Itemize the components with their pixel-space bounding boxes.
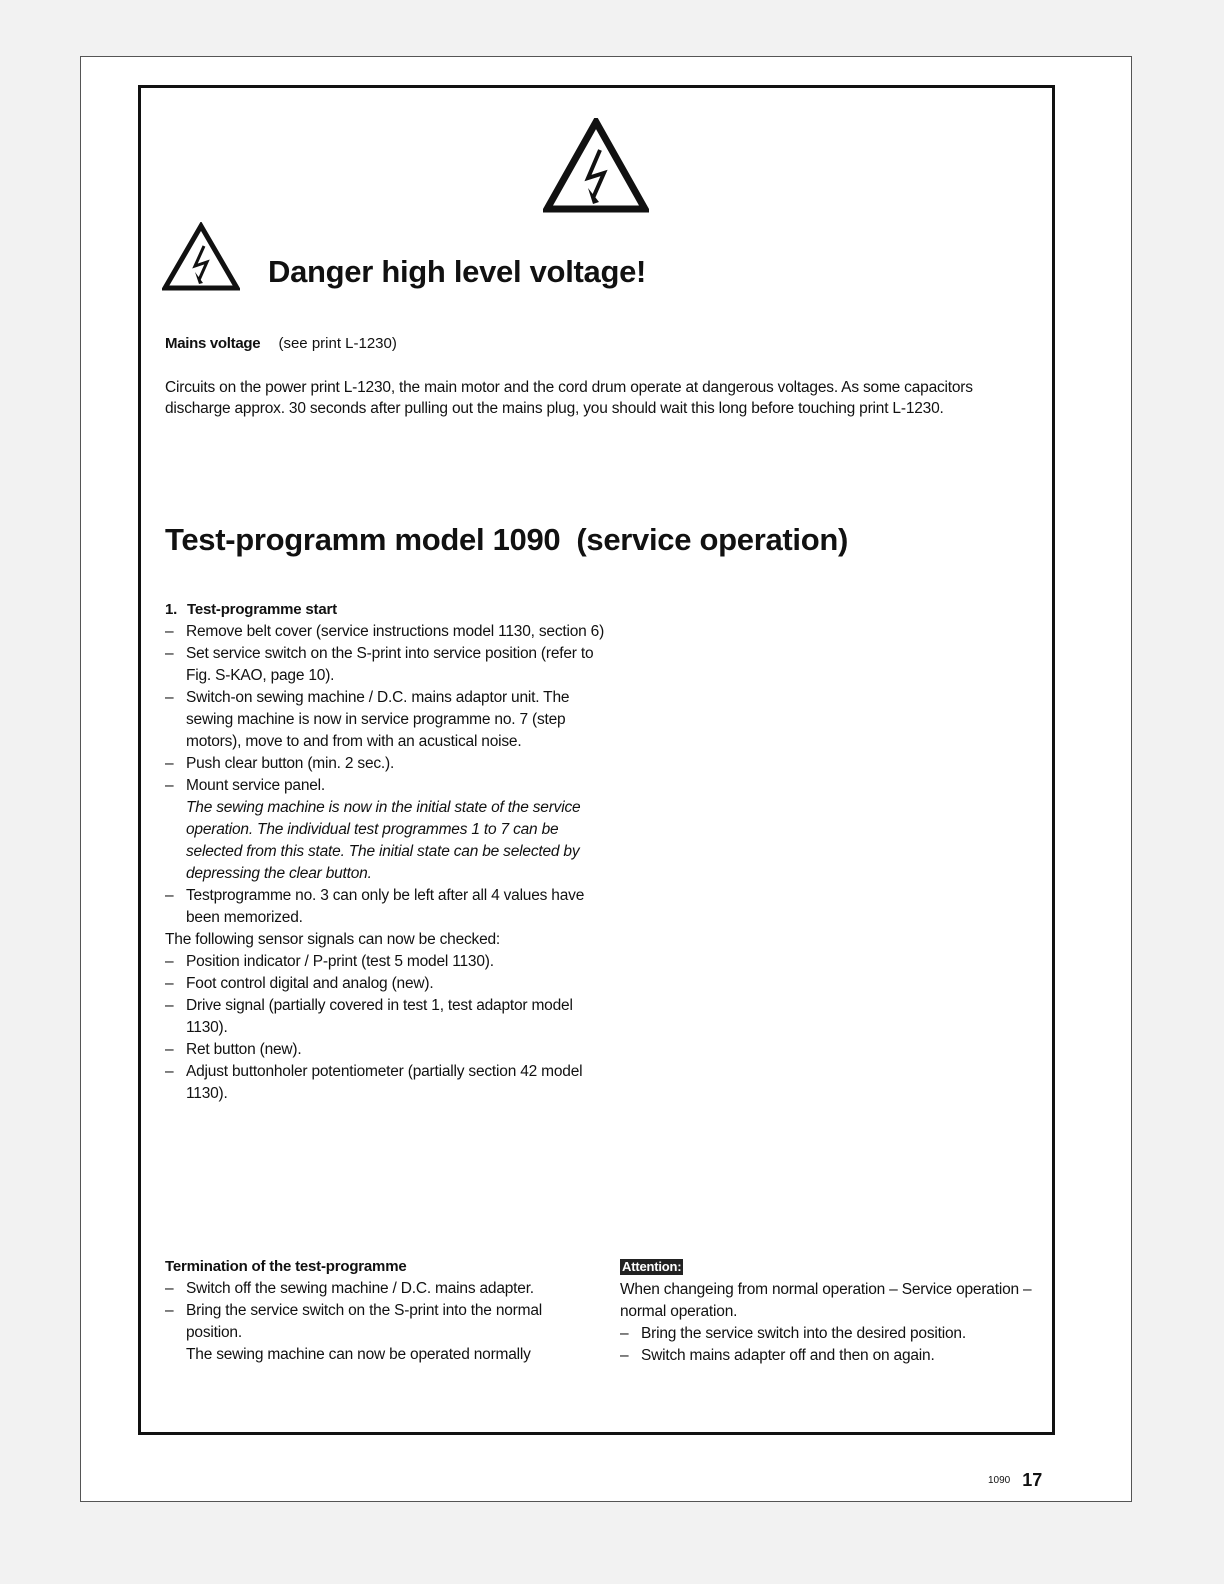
- list-item: – Foot control digital and analog (new).: [165, 973, 610, 995]
- termination-heading: Termination of the test-programme: [165, 1258, 407, 1275]
- page-number: 17: [1022, 1470, 1043, 1490]
- list-item: – Position indicator / P-print (test 5 model 1130).: [165, 951, 610, 973]
- attention-intro: When changeing from normal operation – Service operation – normal operation.: [620, 1281, 1032, 1320]
- test-programme-subtitle: (service operation): [576, 522, 849, 557]
- termination-note: The sewing machine can now be operated normally: [186, 1346, 531, 1363]
- section-number: 1.: [165, 601, 178, 618]
- section-heading: [165, 599, 610, 621]
- list-item: – Testprogramme no. 3 can only be left after all 4 values have been memorized.: [165, 885, 610, 929]
- test-programme-title: [165, 522, 848, 558]
- start-steps-list-2: [165, 885, 610, 929]
- attention-steps-list: [620, 1323, 1040, 1367]
- list-item: – Drive signal (partially covered in test 1, test adaptor model 1130).: [165, 995, 610, 1039]
- mains-voltage-reference: (see print L-1230): [278, 335, 397, 352]
- attention-label: Attention:: [622, 1259, 682, 1274]
- list-item: – Set service switch on the S-print into service position (refer to Fig. S-KAO, page 10).: [165, 643, 610, 687]
- mains-voltage-label: Mains voltage: [165, 335, 261, 352]
- high-voltage-warning-small-icon: [162, 222, 240, 292]
- initial-state-note: The sewing machine is now in the initial state of the service operation. The individual test programmes 1 to 7 can be selected from this state. The initial state can be selected by depressing the clear button.: [186, 799, 581, 882]
- termination-section: [165, 1256, 585, 1366]
- footer-model: 1090: [988, 1475, 1011, 1486]
- test-programme-title-main: Test-programm model 1090: [165, 522, 561, 557]
- list-item: – Bring the service switch into the desired position.: [620, 1323, 1040, 1345]
- mains-voltage-heading: [165, 335, 397, 352]
- section-title: Test-programme start: [187, 601, 337, 618]
- list-item: – Push clear button (min. 2 sec.).: [165, 753, 610, 775]
- sensor-signals-intro: The following sensor signals can now be checked:: [165, 931, 501, 948]
- sensor-signals-list: [165, 951, 610, 1105]
- list-item: – Bring the service switch on the S-print into the normal position.: [165, 1300, 585, 1344]
- list-item: – Adjust buttonholer potentiometer (partially section 42 model 1130).: [165, 1061, 610, 1105]
- list-item: – Remove belt cover (service instructions model 1130, section 6): [165, 621, 610, 643]
- page-footer: [988, 1470, 1042, 1491]
- list-item: – Switch-on sewing machine / D.C. mains adaptor unit. The sewing machine is now in service programme no. 7 (step motors), move to and from with an acustical noise.: [165, 687, 610, 753]
- list-item: – Mount service panel.: [165, 775, 610, 797]
- list-item: – Ret button (new).: [165, 1039, 610, 1061]
- high-voltage-warning-icon: [543, 118, 649, 214]
- mains-voltage-body: Circuits on the power print L-1230, the main motor and the cord drum operate at dangerous voltages. As some capacitors discharge approx. 30 seconds after pulling out the mains plug, you should wait this long before touching print L-1230.: [165, 379, 973, 417]
- list-item: – Switch mains adapter off and then on again.: [620, 1345, 1040, 1367]
- test-programme-start-section: [165, 599, 610, 1105]
- termination-steps-list: [165, 1278, 585, 1344]
- attention-section: [620, 1256, 1040, 1367]
- list-item: – Switch off the sewing machine / D.C. mains adapter.: [165, 1278, 585, 1300]
- danger-title: Danger high level voltage!: [268, 254, 647, 289]
- start-steps-list: [165, 621, 610, 797]
